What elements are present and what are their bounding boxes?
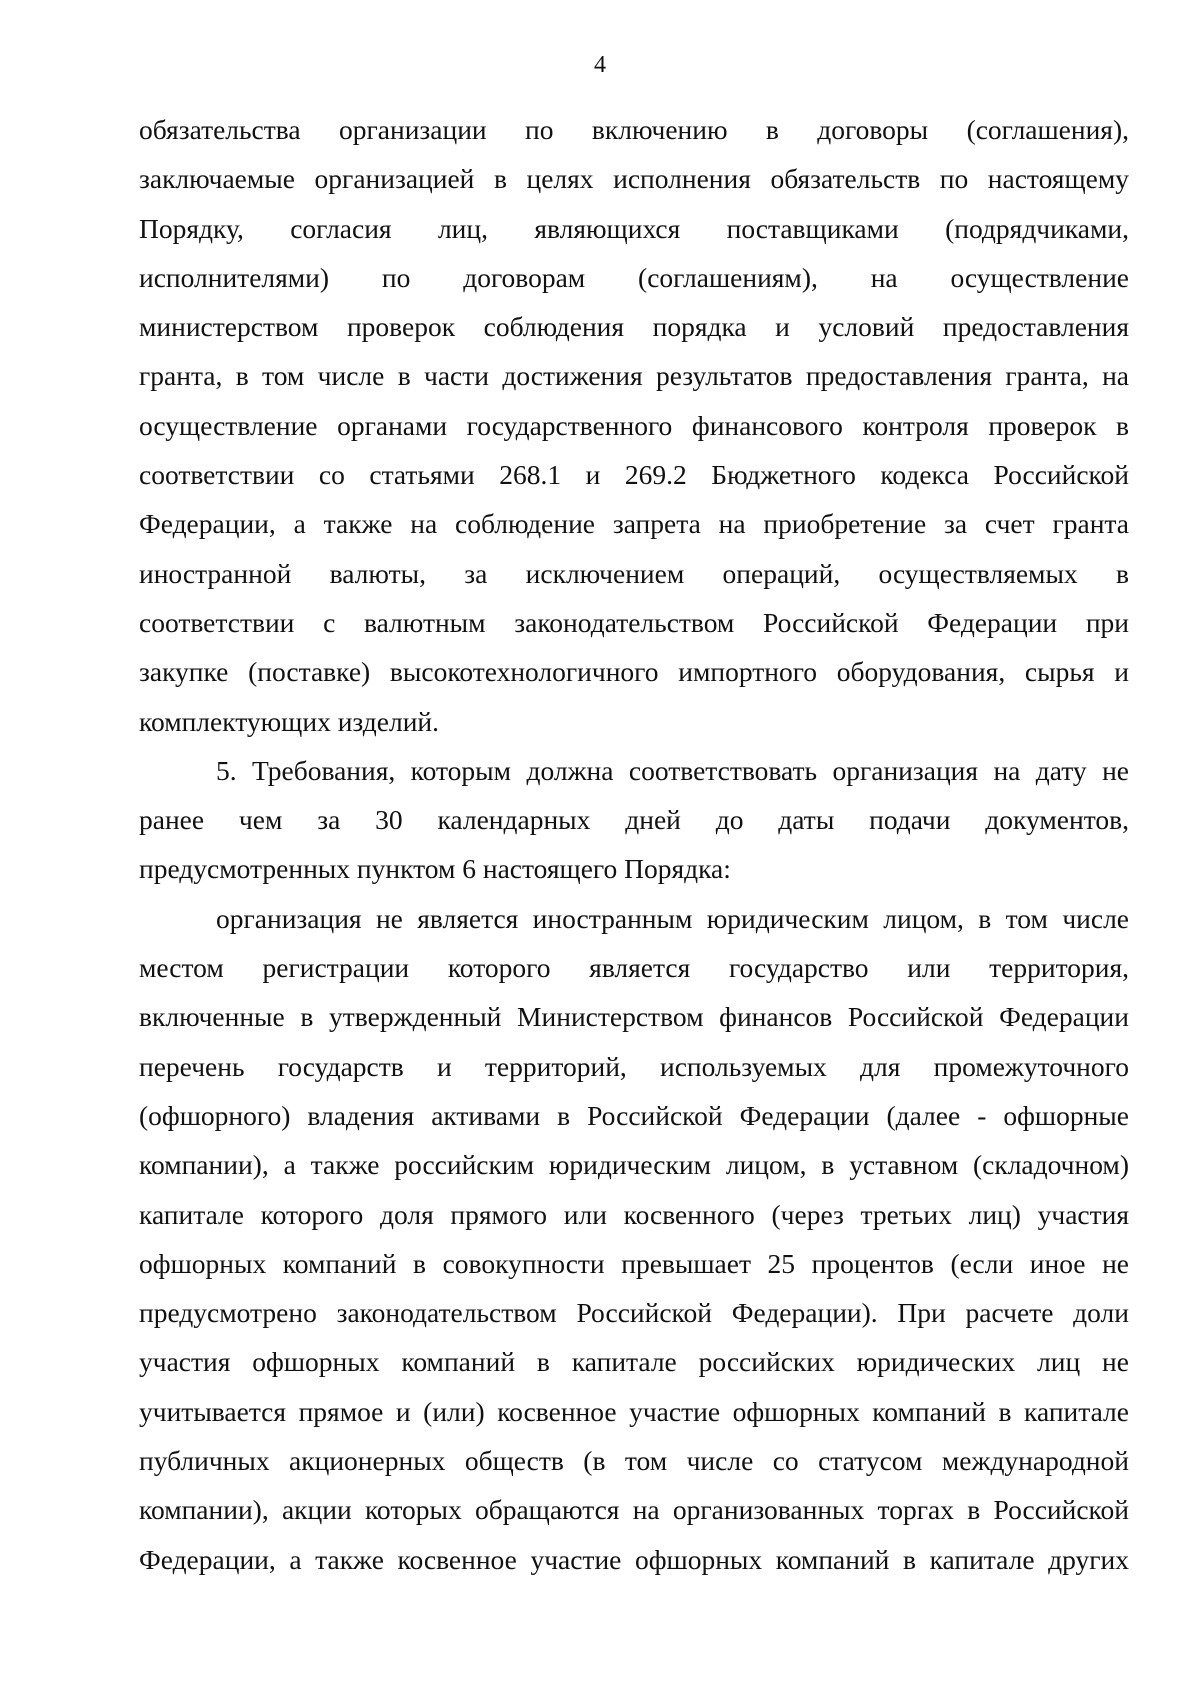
text-line: осуществление органами государственного финансового контроля проверок в bbox=[139, 409, 1129, 441]
page-number: 4 bbox=[594, 52, 606, 78]
text-line: 5. Требования, которым должна соответствовать организация на дату не bbox=[216, 754, 1129, 786]
text-line: перечень государств и территорий, используемых для промежуточного bbox=[139, 1050, 1129, 1082]
text-line: компании), акции которых обращаются на организованных торгах в Российской bbox=[139, 1494, 1129, 1526]
text-line: заключаемые организацией в целях исполнения обязательств по настоящему bbox=[139, 163, 1129, 195]
text-line: организация не является иностранным юридическим лицом, в том числе bbox=[216, 902, 1129, 934]
text-line: гранта, в том числе в части достижения результатов предоставления гранта, на bbox=[139, 360, 1129, 392]
text-line: участия офшорных компаний в капитале российских юридических лиц не bbox=[139, 1346, 1129, 1378]
text-line: публичных акционерных обществ (в том числе со статусом международной bbox=[139, 1445, 1129, 1477]
text-line: включенные в утвержденный Министерством финансов Российской Федерации bbox=[139, 1001, 1129, 1033]
text-line: капитале которого доля прямого или косвенного (через третьих лиц) участия bbox=[139, 1198, 1129, 1230]
text-line: иностранной валюты, за исключением операций, осуществляемых в bbox=[139, 557, 1129, 589]
text-line: комплектующих изделий. bbox=[139, 705, 440, 737]
text-line: закупке (поставке) высокотехнологичного импортного оборудования, сырья и bbox=[139, 656, 1129, 688]
text-line: офшорных компаний в совокупности превышает 25 процентов (если иное не bbox=[139, 1247, 1129, 1279]
text-line: Порядку, согласия лиц, являющихся поставщиками (подрядчиками, bbox=[139, 212, 1129, 244]
text-line: ранее чем за 30 календарных дней до даты подачи документов, bbox=[139, 804, 1129, 836]
text-line: предусмотренных пунктом 6 настоящего Порядка: bbox=[139, 853, 731, 885]
text-line: Федерации, а также на соблюдение запрета на приобретение за счет гранта bbox=[139, 508, 1129, 540]
text-line: исполнителями) по договорам (соглашениям), на осуществление bbox=[139, 261, 1129, 293]
paragraph-obligations bbox=[139, 105, 1129, 746]
text-line: местом регистрации которого является государство или территория, bbox=[139, 952, 1129, 984]
text-line: (офшорного) владения активами в Российской Федерации (далее - офшорные bbox=[139, 1099, 1129, 1131]
document-body bbox=[139, 105, 1129, 1584]
paragraph-requirements bbox=[139, 746, 1129, 894]
text-line: соответствии со статьями 268.1 и 269.2 Бюджетного кодекса Российской bbox=[139, 459, 1129, 491]
text-line: Федерации, а также косвенное участие офшорных компаний в капитале других bbox=[139, 1543, 1129, 1575]
text-line: учитывается прямое и (или) косвенное участие офшорных компаний в капитале bbox=[139, 1395, 1129, 1427]
text-line: соответствии с валютным законодательством Российской Федерации при bbox=[139, 606, 1129, 638]
text-line: обязательства организации по включению в договоры (соглашения), bbox=[139, 114, 1129, 145]
paragraph-offshore bbox=[139, 894, 1129, 1584]
text-line: предусмотрено законодательством Российской Федерации). При расчете доли bbox=[139, 1297, 1129, 1329]
text-line: компании), а также российским юридическим лицом, в уставном (складочном) bbox=[139, 1149, 1129, 1181]
text-line: министерством проверок соблюдения порядка и условий предоставления bbox=[139, 311, 1129, 343]
